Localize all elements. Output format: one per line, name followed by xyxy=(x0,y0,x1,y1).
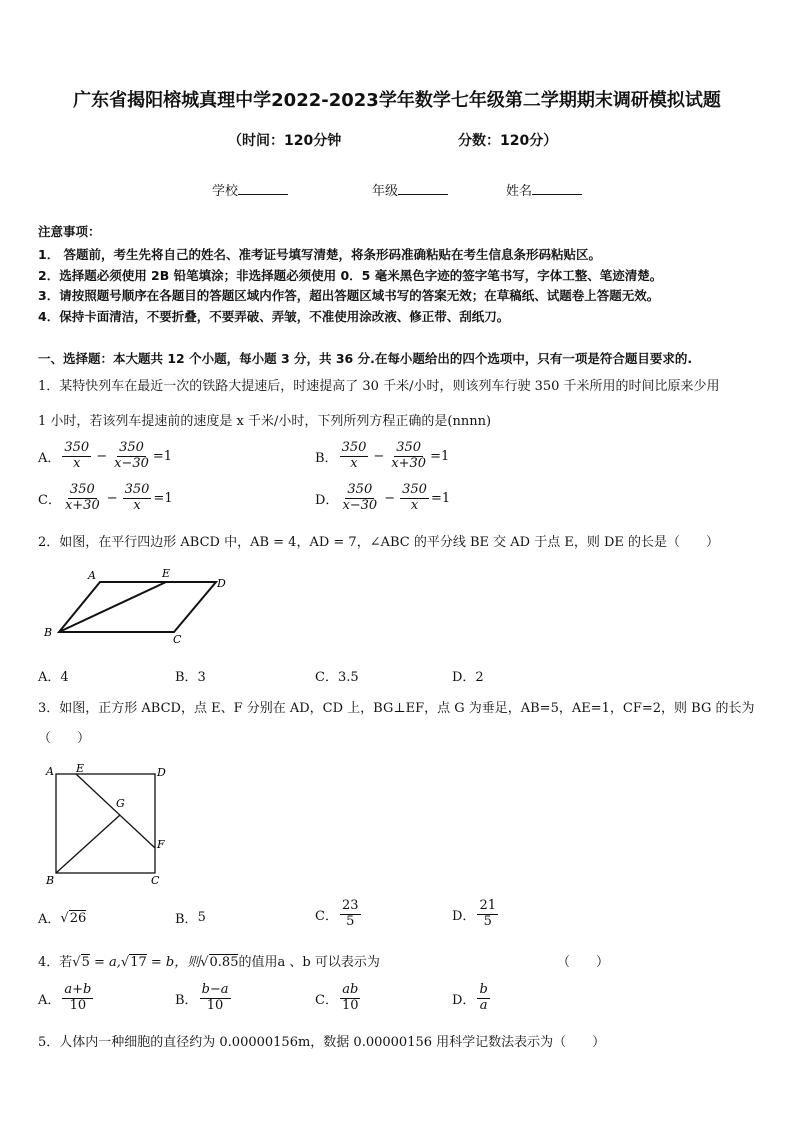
note-item: 1． 答题前，考生先将自己的姓名、准考证号填写清楚，将条形码准确粘贴在考生信息条形码粘贴区。 xyxy=(38,247,602,262)
q4-option-b[interactable] xyxy=(175,983,233,1014)
name-field xyxy=(506,180,582,199)
q5-text: 5．人体内一种细胞的直径约为 0.00000156m，数据 0.00000156 用科学记数法表示为（ ） xyxy=(38,1035,606,1050)
q3-text-line1: 3．如图，正方形 ABCD，点 E、F 分别在 AD，CD 上，BG⊥EF，点 G 为垂足，AB=5，AE=1，CF=2，则 BG 的长为 xyxy=(38,701,755,716)
q3-option-b[interactable] xyxy=(175,908,206,927)
q3-option-c[interactable] xyxy=(315,899,363,930)
q2-option-b[interactable]: B．3 xyxy=(175,670,206,685)
fraction: $\frac{b}{a}$ xyxy=(479,982,488,1013)
fraction: $\frac{350}{x}$ xyxy=(64,440,90,471)
square-abcd xyxy=(56,774,155,873)
option-label: C． xyxy=(315,908,338,924)
option-label: D． xyxy=(452,908,476,924)
q4-answer-blank: （ ） xyxy=(557,955,610,970)
segment-bg xyxy=(56,815,120,873)
option-label: D． xyxy=(315,492,339,508)
segment-be xyxy=(59,582,166,632)
label-c: C xyxy=(151,874,160,887)
q2-option-a[interactable]: A．4 xyxy=(38,670,69,685)
label-a: A xyxy=(88,569,96,582)
label-b: B xyxy=(44,626,53,639)
option-label: A． xyxy=(38,450,61,466)
label-f: F xyxy=(157,838,165,851)
note-item: 4．保持卡面清洁，不要折叠，不要弄破、弄皱，不准使用涂改液、修正带、刮纸刀。 xyxy=(38,309,510,324)
q1-text-line2: 1 小时，若该列车提速前的速度是 x 千米/小时，下列所列方程正确的是(nnnn) xyxy=(38,414,492,429)
fraction: $\frac{b-a}{10}$ xyxy=(201,982,229,1013)
school-field xyxy=(212,180,288,199)
label-a: A xyxy=(46,765,54,778)
grade-blank xyxy=(398,182,448,195)
option-label: C． xyxy=(38,492,61,508)
option-label: C． xyxy=(315,992,338,1008)
label-b: B xyxy=(46,874,55,887)
notes-title: 注意事项： xyxy=(38,224,101,239)
page-title: 广东省揭阳榕城真理中学2022-2023学年数学七年级第二学期期末调研模拟试题 xyxy=(73,90,721,111)
fraction: $\frac{350}{x}$ xyxy=(124,482,150,513)
q3-option-d[interactable] xyxy=(452,899,500,930)
q3-square-figure xyxy=(38,760,178,892)
fraction: $\frac{ab}{10}$ xyxy=(341,982,359,1013)
name-label: 姓名 xyxy=(506,184,533,199)
option-label: A． xyxy=(38,992,61,1008)
option-label: D． xyxy=(452,992,476,1008)
option-label: B． xyxy=(315,450,338,466)
grade-label: 年级 xyxy=(372,184,399,199)
q1-option-c[interactable]: C． $\frac{350}{x+30}$ − $\frac{350}{x}$ =1 xyxy=(38,482,173,513)
label-g: G xyxy=(116,797,125,810)
q1-option-b[interactable]: B． $\frac{350}{x}$ − $\frac{350}{x+30}$ =1 xyxy=(315,440,450,471)
sqrt-expression: √26 xyxy=(60,910,87,926)
fraction: $\frac{350}{x+30}$ xyxy=(391,440,427,471)
q4-option-d[interactable] xyxy=(452,983,492,1014)
option-label: A． xyxy=(38,912,61,927)
q1-text-line1: 1．某特快列车在最近一次的铁路大提速后，时速提高了 30 千米/小时，则该列车行驶 350 千米所用的时间比原来少用 xyxy=(38,379,720,394)
equation-rhs: =1 xyxy=(153,490,173,506)
segment-ef xyxy=(76,774,155,848)
note-item: 3．请按照题号顺序在各题目的答题区域内作答，超出答题区域书写的答案无效；在草稿纸、试题卷上答题无效。 xyxy=(38,288,660,303)
option-label: B． xyxy=(175,992,198,1008)
school-blank xyxy=(238,182,288,195)
option-label: B． xyxy=(175,912,198,927)
label-e: E xyxy=(76,762,85,775)
label-d: D xyxy=(217,577,226,590)
equation-rhs: =1 xyxy=(430,448,450,464)
label-d: D xyxy=(157,766,166,779)
equation-rhs: =1 xyxy=(152,448,173,464)
fraction: $\frac{a+b}{10}$ xyxy=(64,982,92,1013)
q4-text: 4．若√5 = a,√17 = b，则√0.85的值用a 、b 可以表示为 xyxy=(38,955,380,970)
q2-parallelogram-figure xyxy=(38,562,238,644)
exam-score: 分数：120分） xyxy=(458,133,558,149)
fraction: $\frac{350}{x}$ xyxy=(341,440,367,471)
q3-option-a[interactable] xyxy=(38,908,86,927)
label-c: C xyxy=(173,633,182,644)
section-heading: 一、选择题：本大题共 12 个小题，每小题 3 分，共 36 分.在每小题给出的四个选项中，只有一项是符合题目要求的. xyxy=(38,351,693,366)
q1-option-d[interactable]: D． $\frac{350}{x-30}$ − $\frac{350}{x}$ =1 xyxy=(315,482,451,513)
q4-option-a[interactable] xyxy=(38,983,95,1014)
label-e: E xyxy=(162,567,171,580)
fraction: $\frac{350}{x+30}$ xyxy=(64,482,100,513)
school-label: 学校 xyxy=(212,184,239,199)
q2-text: 2．如图，在平行四边形 ABCD 中，AB = 4，AD = 7，∠ABC 的平分线 BE 交 AD 于点 E，则 DE 的长是（ ） xyxy=(38,535,720,550)
fraction: $\frac{350}{x-30}$ xyxy=(114,440,149,471)
name-blank xyxy=(532,182,582,195)
equation-rhs: =1 xyxy=(430,490,451,506)
grade-field xyxy=(372,180,448,199)
fraction: $\frac{350}{x}$ xyxy=(402,482,427,513)
fraction: $\frac{21}{5}$ xyxy=(479,898,496,929)
parallelogram-abcd xyxy=(59,582,216,632)
fraction: $\frac{350}{x-30}$ xyxy=(342,482,378,513)
exam-time: （时间：120分钟 xyxy=(228,133,342,149)
fraction: $\frac{23}{5}$ xyxy=(341,898,359,929)
q2-option-c[interactable]: C．3.5 xyxy=(315,670,359,685)
option-value: 5 xyxy=(197,910,206,925)
q3-text-line2: （ ） xyxy=(38,731,91,746)
q2-option-d[interactable]: D．2 xyxy=(452,670,484,685)
q4-option-c[interactable] xyxy=(315,983,363,1014)
q1-option-a[interactable]: A． $\frac{350}{x}$ − $\frac{350}{x-30}$ =1 xyxy=(38,440,173,471)
note-item: 2．选择题必须使用 2B 铅笔填涂；非选择题必须使用 0．5 毫米黑色字迹的签字笔书写，字体工整、笔迹清楚。 xyxy=(38,268,663,283)
